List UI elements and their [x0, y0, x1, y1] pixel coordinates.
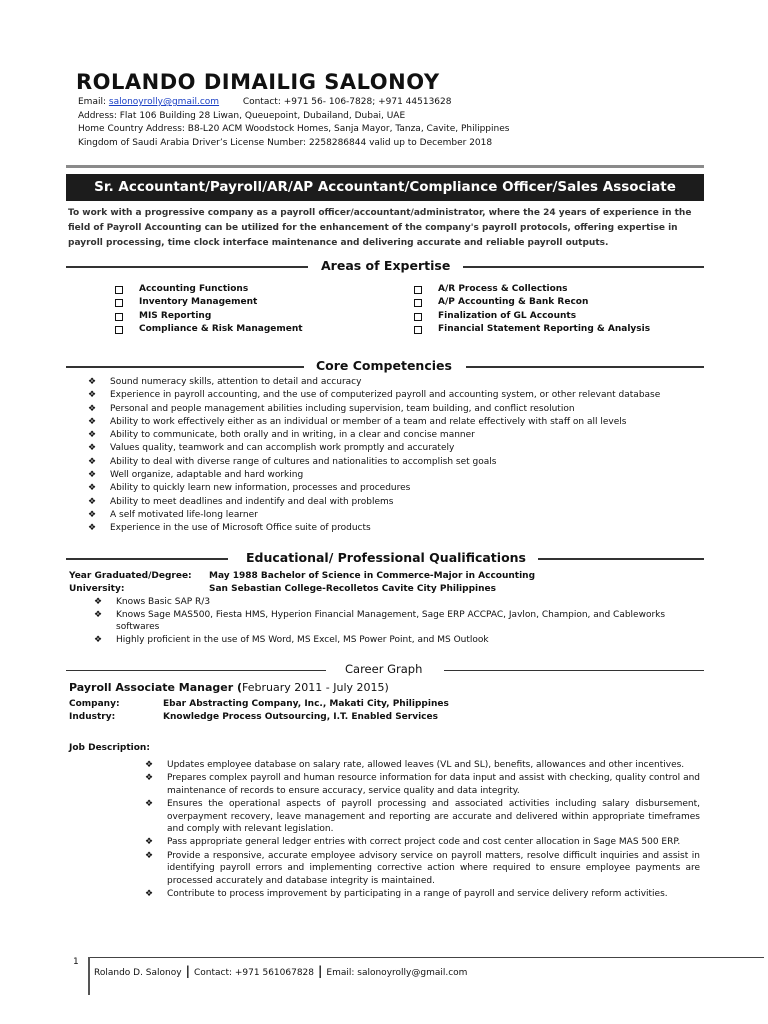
diamond-bullet-icon: ❖	[88, 416, 97, 427]
list-item: ❖ Provide a responsive, accurate employee advisory service on payroll matters, resolve difficult inquiries and assist in identifying payroll errors and implementing corrective action where required to ensure employee payments are processed accurately and database integrity is maintained.	[145, 850, 700, 886]
footer-separator: |	[318, 964, 323, 978]
list-item: A/R Process & Collections	[414, 283, 650, 296]
contact-numbers: Contact: +971 56- 106-7828; +971 44513628	[242, 97, 452, 107]
diamond-bullet-icon: ❖	[145, 799, 154, 810]
list-item: ❖ Sound numeracy skills, attention to detail and accuracy	[88, 376, 660, 389]
list-item: ❖ Experience in the use of Microsoft Office suite of products	[88, 522, 660, 535]
checkbox-icon	[115, 286, 123, 294]
education-details	[69, 570, 535, 595]
expertise-heading	[66, 258, 704, 274]
year-label: Year Graduated/Degree:	[69, 571, 192, 581]
email-label: Email:	[78, 97, 107, 107]
footer	[94, 964, 467, 978]
list-item: ❖ Updates employee database on salary rate, allowed leaves (VL and SL), benefits, allowances and other incentives.	[145, 760, 685, 770]
checkbox-icon	[414, 313, 422, 321]
diamond-bullet-icon: ❖	[88, 523, 97, 534]
competencies-list	[88, 376, 660, 536]
education-heading	[66, 550, 704, 566]
industry-value: Knowledge Process Outsourcing, I.T. Enabled Services	[163, 712, 438, 722]
job-meta	[69, 698, 449, 724]
list-item: ❖ Ability to quickly learn new information, processes and procedures	[88, 482, 660, 495]
diamond-bullet-icon: ❖	[88, 403, 97, 414]
university-value: San Sebastian College-Recolletos Cavite City Philippines	[209, 583, 496, 594]
contact-block	[78, 96, 509, 150]
list-item: ❖ Knows Sage MAS500, Fiesta HMS, Hyperion Financial Management, Sage ERP ACCPAC, Javlon, Champion, and Cableworks softwares	[94, 609, 666, 633]
list-item: Accounting Functions	[115, 283, 303, 296]
list-item: Compliance & Risk Management	[115, 323, 303, 336]
diamond-bullet-icon: ❖	[145, 850, 154, 861]
list-item: ❖ Values quality, teamwork and can accomplish work promptly and accurately	[88, 442, 660, 455]
list-item: ❖ Ensures the operational aspects of payroll processing and associated activities including salary disbursement, overpayment recovery, leave management and reporting are accurate and delivered within appropriate timeframes and comply with relevant legislation.	[145, 799, 700, 835]
list-item: ❖ Ability to communicate, both orally and in writing, in a clear and concise manner	[88, 429, 660, 442]
list-item: Finalization of GL Accounts	[414, 310, 650, 323]
diamond-bullet-icon: ❖	[88, 483, 97, 494]
heading-rule-right	[466, 366, 704, 368]
footer-email: Email: salonoyrolly@gmail.com	[326, 968, 468, 978]
heading-rule-left	[66, 366, 304, 368]
list-item: ❖ Highly proficient in the use of MS Word, MS Excel, MS Power Point, and MS Outlook	[94, 635, 489, 646]
diamond-bullet-icon: ❖	[145, 760, 154, 770]
heading-rule-left	[66, 670, 326, 671]
job-title: Payroll Associate Manager (February 2011 - July 2015)	[69, 681, 389, 694]
diamond-bullet-icon: ❖	[88, 470, 97, 481]
checkbox-icon	[115, 313, 123, 321]
industry-label: Industry:	[69, 712, 116, 722]
heading-rule-left	[66, 558, 228, 560]
job-dates: February 2011 - July 2015	[242, 681, 385, 694]
list-item: Inventory Management	[115, 296, 303, 309]
degree-value: May 1988 Bachelor of Science in Commerce-Major in Accounting	[209, 571, 536, 581]
expertise-right-list	[414, 283, 650, 337]
list-item: ❖ Prepares complex payroll and human resource information for data input and assist with checking, quality control and maintenance of records to ensure accuracy, service quality and data integrity.	[145, 773, 700, 796]
education-list	[94, 596, 706, 647]
page-number: 1	[73, 957, 79, 967]
company-value: Ebar Abstracting Company, Inc., Makati City, Philippines	[163, 699, 449, 709]
list-item: Financial Statement Reporting & Analysis	[414, 323, 650, 336]
diamond-bullet-icon: ❖	[88, 377, 97, 387]
heading-rule-left	[66, 266, 308, 268]
diamond-bullet-icon: ❖	[88, 390, 97, 401]
section-title: Career Graph	[345, 662, 423, 676]
list-item: MIS Reporting	[115, 310, 303, 323]
list-item: ❖ Contribute to process improvement by participating in a range of payroll and service delivery reform activities.	[145, 889, 668, 900]
list-item: ❖ A self motivated life-long learner	[88, 509, 660, 522]
list-item: ❖ Ability to deal with diverse range of cultures and nationalities to accomplish set goals	[88, 456, 660, 469]
diamond-bullet-icon: ❖	[94, 635, 103, 646]
list-item: ❖ Knows Basic SAP R/3	[94, 597, 211, 607]
list-item: ❖ Ability to meet deadlines and indentify and deal with problems	[88, 496, 660, 509]
footer-contact: Contact: +971 561067828	[193, 968, 315, 978]
heading-rule-right	[444, 670, 704, 671]
heading-rule-right	[463, 266, 704, 268]
section-title: Core Competencies	[316, 358, 452, 373]
list-item: ❖ Ability to work effectively either as an individual or member of a team and relate effectively with staff on all levels	[88, 416, 660, 429]
list-item: A/P Accounting & Bank Recon	[414, 296, 650, 309]
diamond-bullet-icon: ❖	[88, 509, 97, 520]
expertise-left-list	[115, 283, 303, 337]
job-description-label: Job Description:	[69, 743, 150, 753]
job-title-banner: Sr. Accountant/Payroll/AR/AP Accountant/Compliance Officer/Sales Associate	[66, 174, 704, 201]
diamond-bullet-icon: ❖	[88, 456, 97, 467]
checkbox-icon	[414, 286, 422, 294]
section-title: Areas of Expertise	[321, 258, 451, 273]
footer-vertical-rule	[88, 957, 90, 995]
list-item: ❖ Well organize, adaptable and hard working	[88, 469, 660, 482]
heading-rule-right	[538, 558, 704, 560]
license-line: Kingdom of Saudi Arabia Driver’s License Number: 2258286844 valid up to December 2018	[78, 137, 493, 148]
diamond-bullet-icon: ❖	[145, 889, 154, 900]
section-title: Educational/ Professional Qualifications	[246, 550, 526, 565]
competencies-heading	[66, 358, 704, 374]
university-label: University:	[69, 583, 125, 594]
checkbox-icon	[115, 326, 123, 334]
career-heading	[66, 662, 704, 678]
footer-separator: |	[185, 964, 190, 978]
checkbox-icon	[115, 299, 123, 307]
job-duties-list	[145, 759, 700, 901]
footer-name: Rolando D. Salonoy	[94, 968, 182, 978]
address-line: Address: Flat 106 Building 28 Liwan, Queuepoint, Dubailand, Dubai, UAE	[78, 110, 406, 121]
email-link[interactable]: salonoyrolly@gmail.com	[108, 97, 220, 107]
diamond-bullet-icon: ❖	[88, 496, 97, 507]
list-item: ❖ Pass appropriate general ledger entries with correct project code and cost center allocation in Sage MAS 500 ERP.	[145, 837, 681, 848]
home-address-line: Home Country Address: B8-L20 ACM Woodstock Homes, Sanja Mayor, Tanza, Cavite, Philippines	[78, 124, 510, 134]
diamond-bullet-icon: ❖	[94, 609, 103, 620]
diamond-bullet-icon: ❖	[145, 773, 154, 784]
footer-divider	[88, 957, 764, 958]
list-item: ❖ Experience in payroll accounting, and the use of computerized payroll and accounting system, or other relevant database	[88, 389, 660, 402]
diamond-bullet-icon: ❖	[88, 430, 97, 441]
header-divider	[66, 165, 704, 168]
checkbox-icon	[414, 326, 422, 334]
list-item: ❖ Personal and people management abilities including supervision, team building, and conflict resolution	[88, 403, 660, 416]
checkbox-icon	[414, 299, 422, 307]
candidate-name: ROLANDO DIMAILIG SALONOY	[76, 70, 440, 94]
objective-text: To work with a progressive company as a payroll officer/accountant/administrator, where the 24 years of experience in the field of Payroll Accounting can be utilized for the enhancement of the company's payroll protocols, offering expertise in payroll processing, time clock interface maintenance and delivering accurate and reliable payroll outputs.	[68, 208, 692, 248]
diamond-bullet-icon: ❖	[145, 837, 154, 848]
diamond-bullet-icon: ❖	[88, 443, 97, 454]
company-label: Company:	[69, 699, 120, 709]
diamond-bullet-icon: ❖	[94, 597, 103, 607]
